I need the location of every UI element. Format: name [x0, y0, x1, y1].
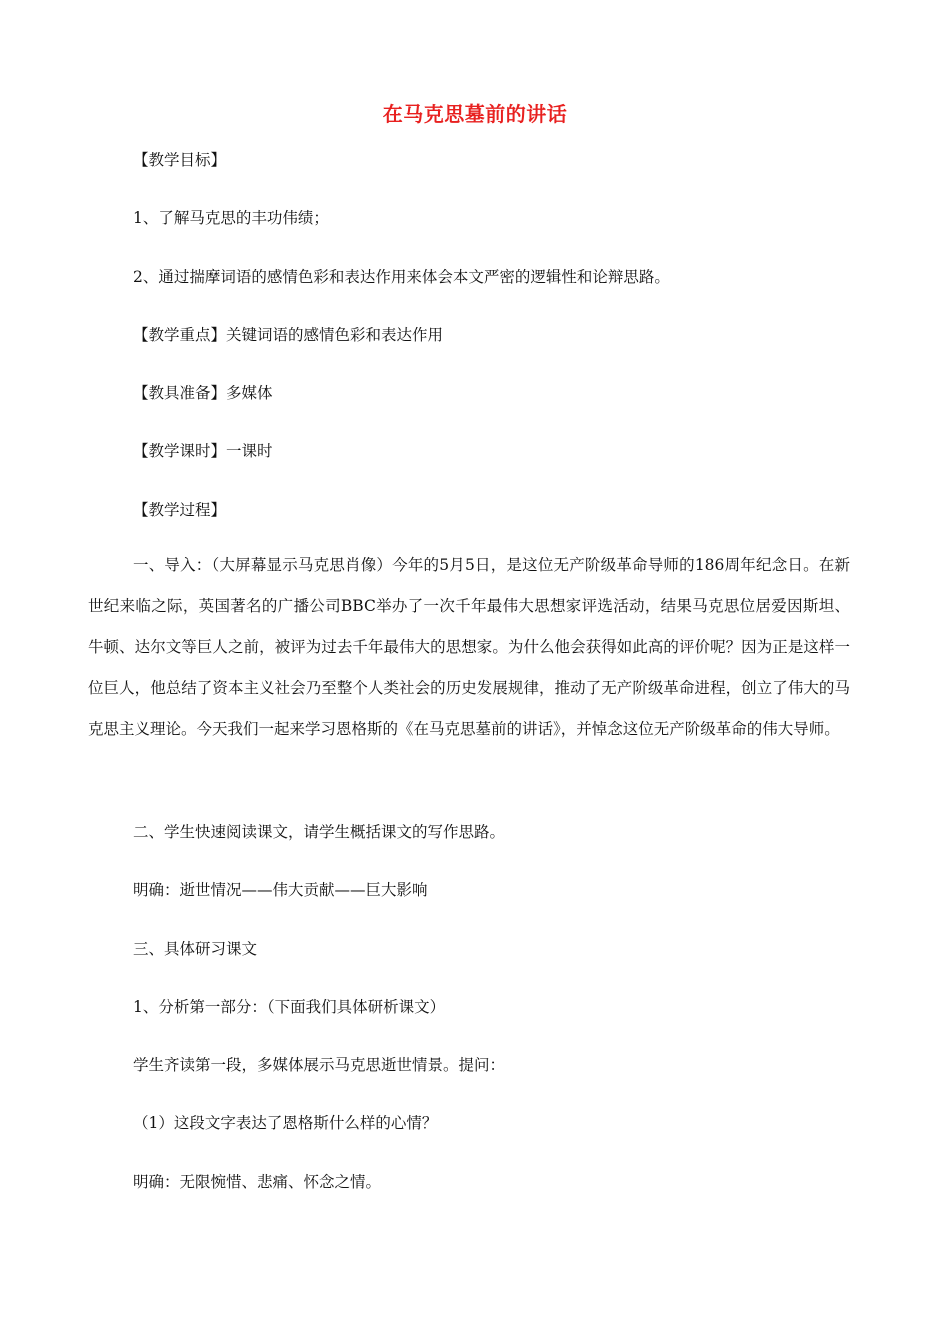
- question-1: （1）这段文字表达了恩格斯什么样的心情？: [133, 1114, 438, 1132]
- objective-2: 2、通过揣摩词语的感情色彩和表达作用来体会本文严密的逻辑性和论辩思路。: [133, 268, 670, 286]
- objectives-heading: 【教学目标】: [133, 151, 227, 169]
- step-2: 二、学生快速阅读课文，请学生概括课文的写作思路。: [133, 823, 506, 841]
- step-3: 三、具体研习课文: [133, 940, 258, 958]
- class-periods: 【教学课时】一课时: [133, 442, 273, 460]
- clarify-2: 明确：无限惋惜、悲痛、怀念之情。: [133, 1173, 382, 1191]
- key-point: 【教学重点】关键词语的感情色彩和表达作用: [133, 326, 444, 344]
- process-heading: 【教学过程】: [133, 501, 227, 519]
- clarify-1: 明确：逝世情况——伟大贡献——巨大影响: [133, 881, 428, 899]
- intro-paragraph: 一、导入：（大屏幕显示马克思肖像）今年的5月5日，是这位无产阶级革命导师的186周年纪念日。在新世纪来临之际，英国著名的广播公司BBC举办了一次千年最伟大思想家评选活动，结果马克思位居爱因斯坦、牛顿、达尔文等巨人之前，被评为过去千年最伟大的思想家。为什么他会获得如此高的评价呢？因为正是这样一位巨人，他总结了资本主义社会乃至整个人类社会的历史发展规律，推动了无产阶级革命进程，创立了伟大的马克思主义理论。今天我们一起来学习恩格斯的《在马克思墓前的讲话》，并悼念这位无产阶级革命的伟大导师。: [88, 556, 850, 738]
- read-aloud: 学生齐读第一段，多媒体展示马克思逝世情景。提问：: [133, 1056, 506, 1074]
- objective-1: 1、了解马克思的丰功伟绩；: [133, 209, 329, 227]
- materials: 【教具准备】多媒体: [133, 384, 273, 402]
- document-title: 在马克思墓前的讲话: [382, 102, 568, 126]
- analysis-1: 1、分析第一部分：（下面我们具体研析课文）: [133, 998, 446, 1016]
